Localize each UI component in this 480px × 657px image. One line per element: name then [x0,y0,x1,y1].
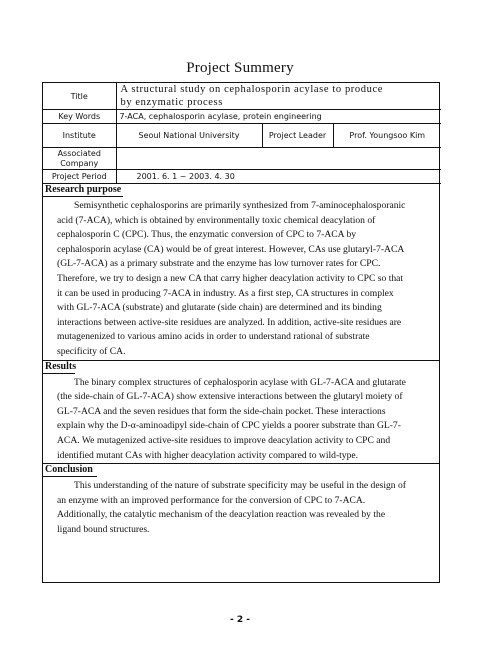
conclusion-text: This understanding of the nature of substrate specificity may be useful in the design of an enzyme with an improved performance for the conversion of CPC to 7-ACA. Additionally, the catalytic mechanism of the deacylation reaction was revealed by the ligand bound structures. [57,480,406,535]
title-value [116,83,441,110]
institute-value: Seoul National University [116,124,262,148]
page-number: - 2 - [230,615,250,625]
research-purpose-heading: Research purpose [45,184,122,195]
leader-label: Project Leader [262,124,333,148]
summary-sheet [42,82,440,583]
institute-label: Institute [43,124,116,148]
header-table [43,83,441,184]
keywords-row [43,110,441,124]
page-title: Project Summery [186,60,294,76]
results-section [43,360,439,464]
research-purpose-section [43,184,439,360]
title-row [43,83,441,110]
period-value: 2001. 6. 1 ~ 2003. 4. 30 [116,170,441,184]
research-purpose-text: Semisynthetic cephalosporins are primarily synthesized from 7-aminocephalosporanic acid (7-ACA), which is obtained by environmentally toxic chemical deacylation of cephalosporin C (CPC). Thus, the enzymatic conversion of CPC to 7-ACA by cephalosporin acylase (CA) would be of great interest. However, CAs use glutaryl-7-ACA (GL-7-ACA) as a primary substrate and the enzyme has low turnover rates for CPC. Therefore, we try to design a new CA that carry higher deacylation activity to CPC so that it can be used in producing 7-ACA in industry. As a first step, CA structures in complex with GL-7-ACA (substrate) and glutarate (side chain) are determined and its binding interactions between active-site residues are analyzed. In addition, active-site residues are mutagenenized to various amino acids in order to understand rational of substrate specificity of CA. [57,200,406,357]
title-line-1: A structural study on cephalosporin acylase to produce [120,84,383,95]
period-label: Project Period [43,170,116,184]
conclusion-heading: Conclusion [43,464,97,477]
associated-label: Associated Company [43,148,116,170]
results-text: The binary complex structures of cephalosporin acylase with GL-7-ACA and glutarate (the side-chain of GL-7-ACA) show extensive interactions between the glutaryl moiety of GL-7-ACA and the seven residues that form the side-chain pocket. These interactions explain why the D-α-aminoadipyl side-chain of CPC yields a poorer substrate than GL-7-ACA. We mutagenized active-site residues to improve deacylation activity to CPC and identified mutant CAs with higher deacylation activity compared to wild-type. [57,376,406,461]
results-heading: Results [45,360,77,372]
period-row [43,170,441,184]
title-line-2: by enzymatic process [120,97,223,108]
institute-row [43,124,441,148]
title-label: Title [43,83,116,110]
leader-value: Prof. Youngsoo Kim [333,124,441,148]
keywords-label: Key Words [43,110,116,124]
conclusion-section [43,463,439,537]
associated-value [116,148,441,170]
keywords-value: 7-ACA, cephalosporin acylase, protein engineering [116,110,441,124]
associated-row [43,148,441,170]
